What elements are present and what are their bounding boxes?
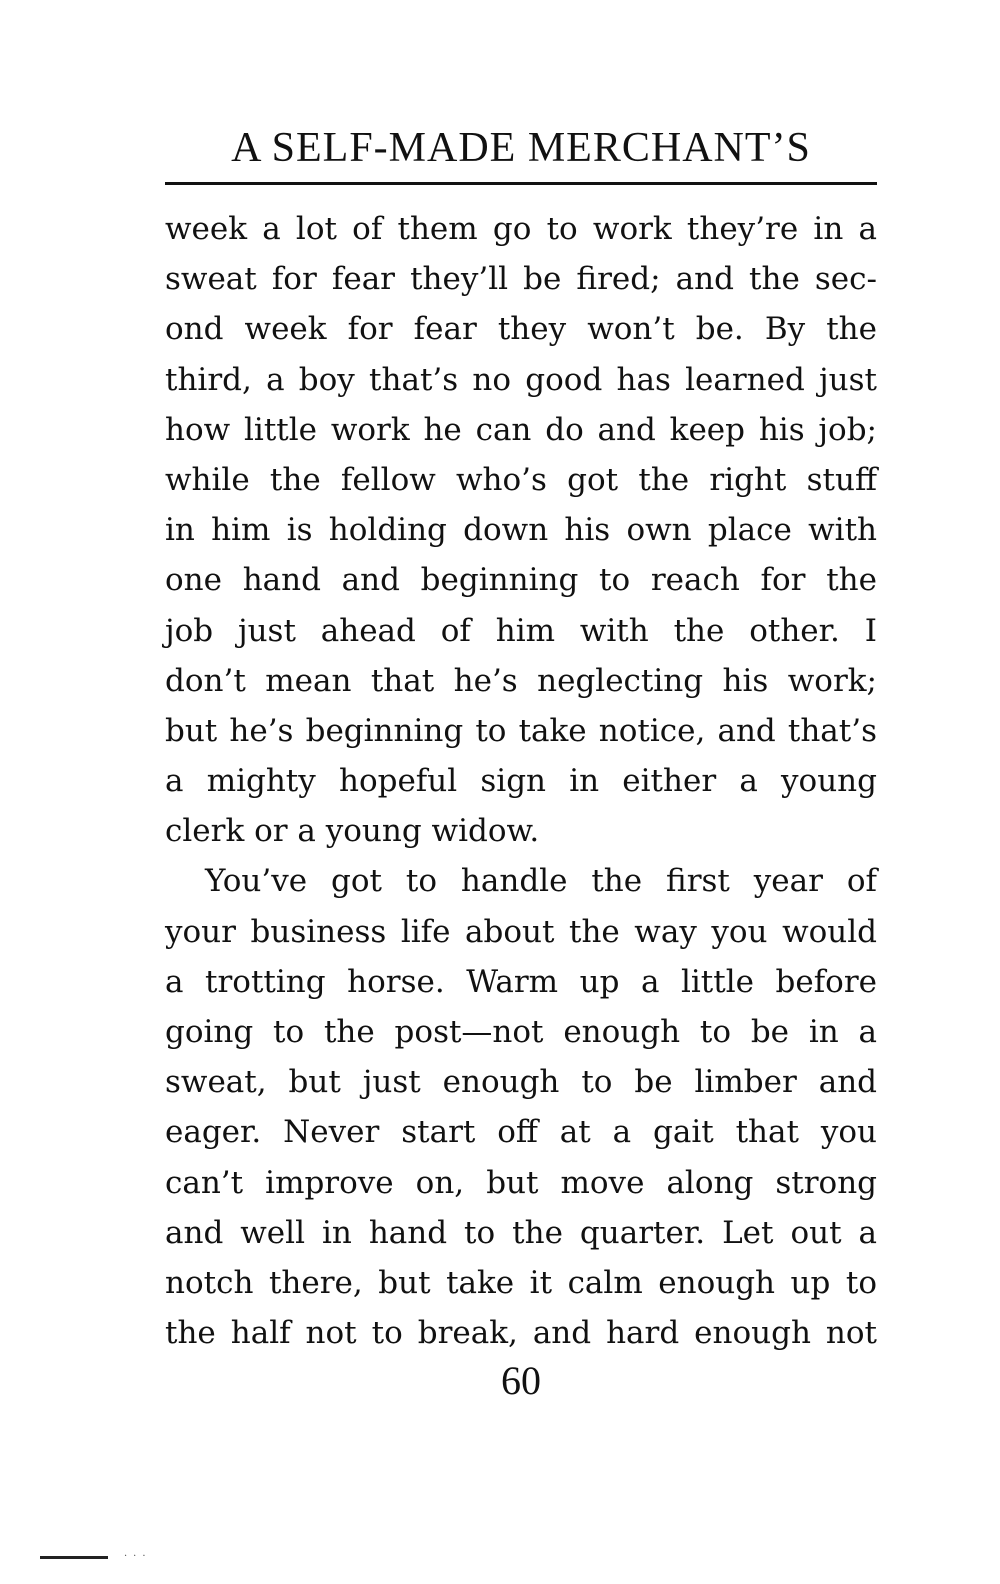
scan-edge-dots: ··· <box>124 1551 152 1562</box>
text-line: ond week for fear they won’t be. By the <box>165 311 877 348</box>
text-line: sweat, but just enough to be limber and <box>165 1064 877 1101</box>
text-line: in him is holding down his own place with <box>165 512 877 549</box>
text-line: third, a boy that’s no good has learned just <box>165 361 877 398</box>
text-line: notch there, but take it calm enough up to <box>165 1264 877 1301</box>
text-line: sweat for fear they’ll be fired; and the sec- <box>165 261 877 298</box>
text-line: can’t improve on, but move along strong <box>165 1164 877 1201</box>
header-title: A SELF-MADE MERCHANT’S <box>231 125 811 171</box>
text-line: job just ahead of him with the other. I <box>165 612 877 649</box>
text-line: a trotting horse. Warm up a little before <box>165 963 877 1000</box>
text-line: a mighty hopeful sign in either a young <box>165 763 877 800</box>
page-body <box>165 204 877 1358</box>
running-header <box>165 118 877 185</box>
text-line: and well in hand to the quarter. Let out a <box>165 1214 877 1251</box>
text-line: eager. Never start off at a gait that you <box>165 1114 877 1151</box>
text-line: but he’s beginning to take notice, and that’s <box>165 712 877 749</box>
paragraph-end-line: clerk or a young widow. <box>165 813 540 850</box>
text-line: going to the post—not enough to be in a <box>165 1014 877 1050</box>
text-line: while the fellow who’s got the right stuff <box>165 461 877 498</box>
text-line: the half not to break, and hard enough not <box>165 1315 877 1352</box>
text-line: one hand and beginning to reach for the <box>165 562 877 599</box>
text-line: how little work he can do and keep his job; <box>165 411 877 448</box>
text-line: your business life about the way you would <box>165 913 877 950</box>
paragraph-start-line: You’ve got to handle the first year of <box>205 863 877 900</box>
scan-edge-mark <box>40 1556 108 1559</box>
text-line: week a lot of them go to work they’re in a <box>165 211 877 247</box>
text-line: don’t mean that he’s neglecting his work; <box>165 662 877 699</box>
page-number: 60 <box>501 1358 541 1403</box>
